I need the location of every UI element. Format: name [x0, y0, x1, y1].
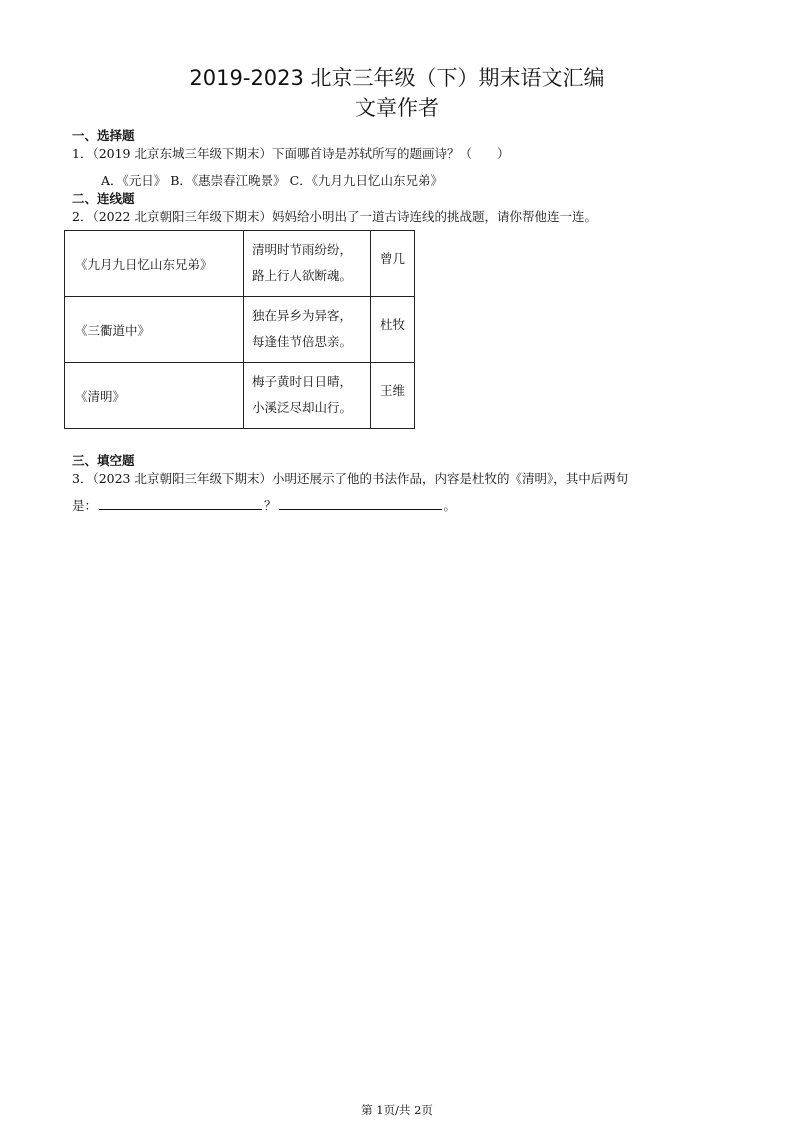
verse-line: 独在异乡为异客， — [252, 308, 353, 323]
section-heading-fill-in: 三、填空题 — [72, 453, 135, 468]
verse-line: 梅子黄时日日晴， — [252, 374, 353, 389]
doc-subtitle: 文章作者 — [355, 96, 439, 120]
verse-line: 每逢佳节倍思亲。 — [252, 334, 353, 349]
page-number: 第 1页/共 2页 — [361, 1103, 433, 1117]
verse-cell — [244, 297, 371, 363]
doc-title: 2019-2023 北京三年级（下）期末语文汇编 — [189, 66, 605, 90]
author-cell: 曾几 — [371, 231, 415, 297]
question-1-options: A．《元日》 B．《惠崇春江晚景》 C．《九月九日忆山东兄弟》 — [101, 173, 443, 188]
poem-title-cell: 《九月九日忆山东兄弟》 — [65, 231, 244, 297]
verse-line: 路上行人欲断魂。 — [252, 268, 353, 283]
answer-mid: ？ — [264, 498, 277, 513]
answer-blank-1[interactable] — [99, 499, 262, 510]
question-1: 1．（2019 北京东城三年级下期末）下面哪首诗是苏轼所写的题画诗？（ ） — [72, 146, 510, 161]
answer-end: 。 — [443, 498, 457, 513]
verse-line: 清明时节雨纷纷， — [252, 242, 353, 257]
section-heading-choice: 一、选择题 — [72, 128, 135, 143]
verse-line: 小溪泛尽却山行。 — [252, 400, 353, 415]
section-heading-matching: 二、连线题 — [72, 191, 135, 206]
answer-prefix: 是： — [72, 498, 98, 513]
answer-blank-2[interactable] — [279, 499, 442, 510]
question-3-answer-line — [72, 496, 456, 514]
author-cell: 王维 — [371, 363, 415, 429]
table-row — [65, 297, 415, 363]
table-row — [65, 363, 415, 429]
matching-table — [64, 230, 415, 429]
poem-title-cell: 《三衢道中》 — [65, 297, 244, 363]
question-3: 3．（2023 北京朝阳三年级下期末）小明还展示了他的书法作品，内容是杜牧的《清明》，其中后两句 — [72, 471, 629, 486]
verse-cell — [244, 231, 371, 297]
table-row — [65, 231, 415, 297]
author-cell: 杜牧 — [371, 297, 415, 363]
question-2: 2．（2022 北京朝阳三年级下期末）妈妈给小明出了一道古诗连线的挑战题，请你帮他连一连。 — [72, 209, 597, 224]
poem-title-cell: 《清明》 — [65, 363, 244, 429]
verse-cell — [244, 363, 371, 429]
